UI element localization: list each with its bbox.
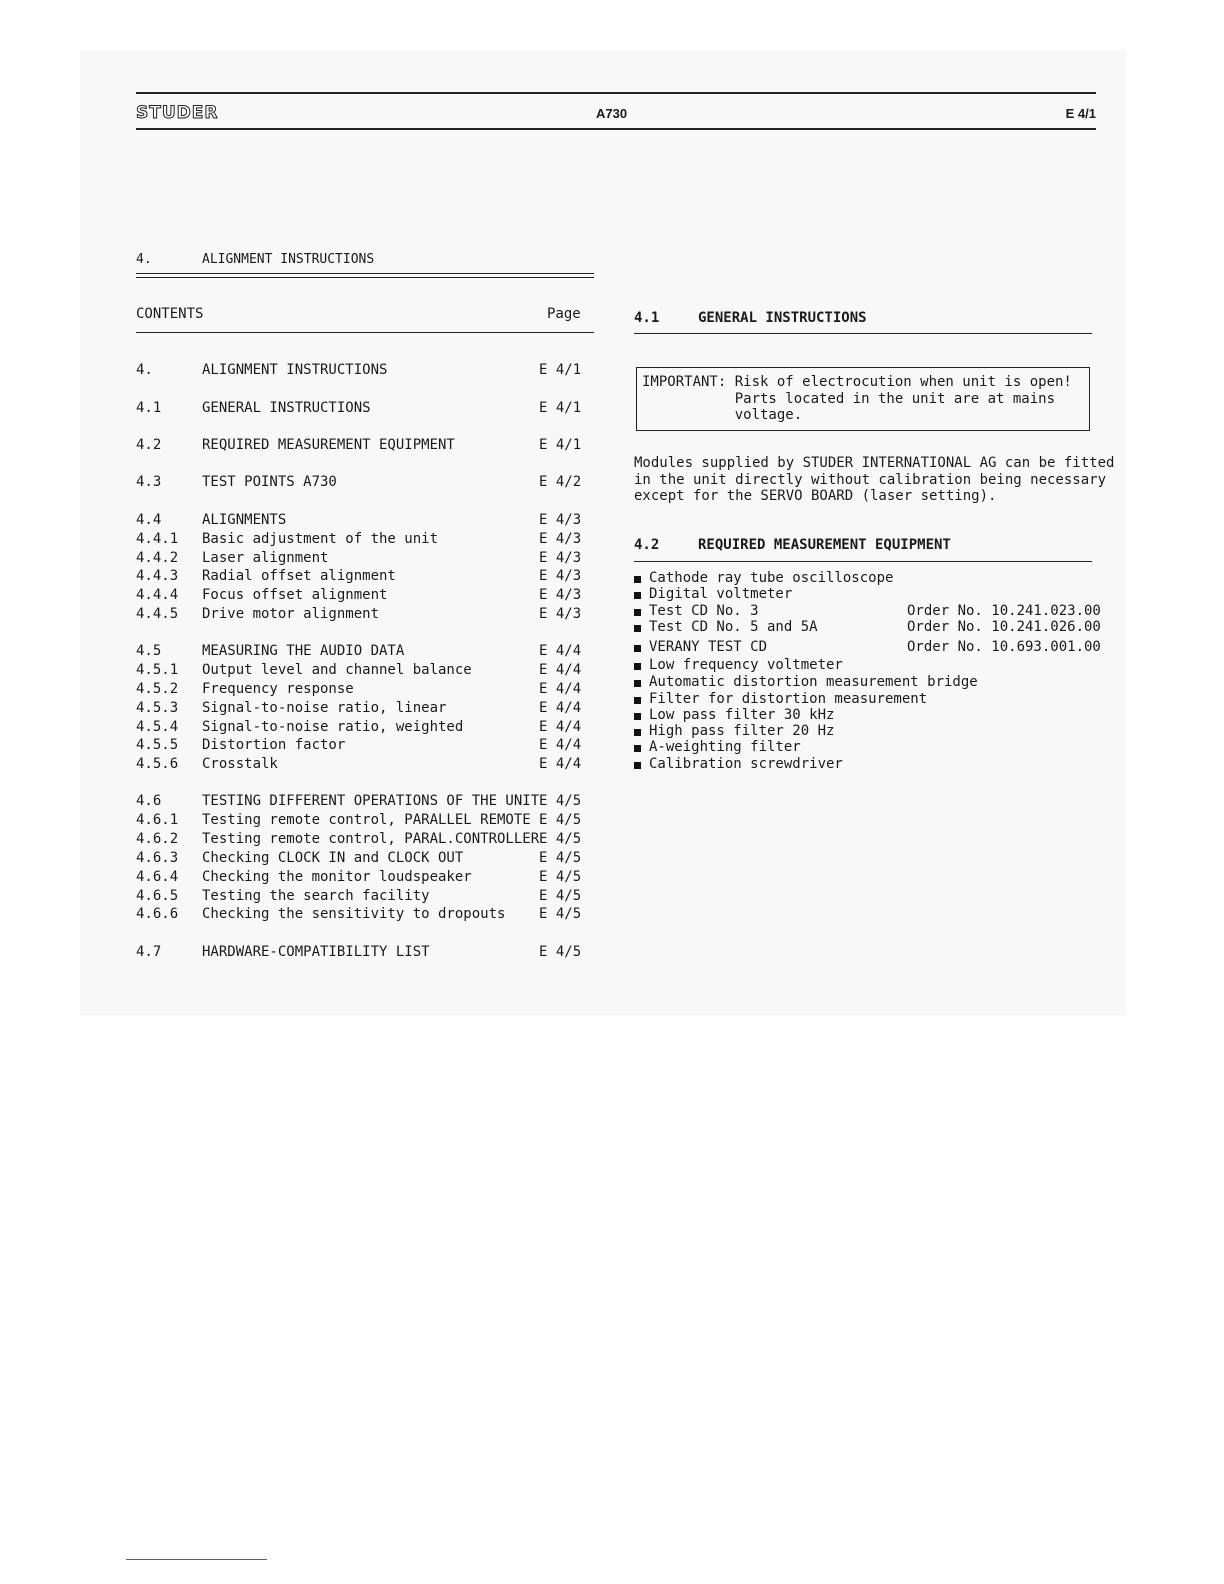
toc-row-page: E 4/5 [539,888,582,904]
toc-row-number: 4.5.3 [136,700,179,716]
toc-row-title: Radial offset alignment [202,568,396,584]
equipment-item [634,619,1101,640]
toc-row-page: E 4/3 [539,606,582,622]
toc-row-title: Focus offset alignment [202,587,388,603]
toc-row-page: E 4/3 [539,550,582,566]
toc-row-number: 4.7 [136,944,162,960]
toc-row-title: Laser alignment [202,550,329,566]
toc-row [136,531,596,550]
toc-row-title: Checking the sensitivity to dropouts [202,906,506,922]
toc-row-page: E 4/5 [539,906,582,922]
toc-row [136,737,596,756]
toc-row-title: REQUIRED MEASUREMENT EQUIPMENT [202,437,455,453]
square-bullet-icon [634,762,641,769]
toc-row [136,437,596,456]
toc-row-page: E 4/4 [539,756,582,772]
square-bullet-icon [634,713,641,720]
chapter-double-rule-2 [136,277,594,278]
toc-row-number: 4.5.2 [136,681,179,697]
toc-row [136,362,596,381]
chapter-title: ALIGNMENT INSTRUCTIONS [202,252,375,267]
section-4-2-number: 4.2 [634,537,660,553]
toc-row-number: 4.4.5 [136,606,179,622]
important-line-3: voltage. [642,407,803,423]
header-top-rule [136,92,1096,94]
toc-row-number: 4.6.5 [136,888,179,904]
toc-row [136,474,596,493]
toc-heading: CONTENTS [136,306,204,322]
equipment-label: Test CD No. 3 [649,603,759,619]
toc-row [136,643,596,662]
toc-row-page: E 4/4 [539,700,582,716]
toc-row-number: 4.4.2 [136,550,179,566]
toc-row-title: MEASURING THE AUDIO DATA [202,643,405,659]
toc-row [136,944,596,963]
toc-row-page: E 4/4 [539,737,582,753]
toc-row-number: 4.3 [136,474,162,490]
header-page-number: E 4/1 [1065,106,1096,121]
equipment-label: Automatic distortion measurement bridge [649,674,978,690]
square-bullet-icon [634,745,641,752]
toc-row-number: 4.6.4 [136,869,179,885]
toc-row [136,550,596,569]
toc-row-number: 4.5.5 [136,737,179,753]
toc-row-title: Checking CLOCK IN and CLOCK OUT [202,850,464,866]
toc-row-number: 4.4.4 [136,587,179,603]
section-4-1-rule [634,333,1092,334]
toc-row-title: Signal-to-noise ratio, weighted [202,719,464,735]
toc-row-page: E 4/1 [539,437,582,453]
general-paragraph-line-2: in the unit directly without calibration being necessary [634,472,1107,488]
toc-row-title: TESTING DIFFERENT OPERATIONS OF THE UNIT [202,793,540,809]
section-4-1-title: GENERAL INSTRUCTIONS [698,310,867,326]
toc-row-title: Basic adjustment of the unit [202,531,439,547]
toc-row [136,850,596,869]
toc-row-page: E 4/5 [539,850,582,866]
equipment-label: Filter for distortion measurement [649,691,928,707]
equipment-label: A-weighting filter [649,739,801,755]
toc-row-page: E 4/4 [539,719,582,735]
toc-row-page: E 4/5 [539,793,582,809]
toc-row-title: Output level and channel balance [202,662,472,678]
toc-row-page: E 4/5 [539,944,582,960]
equipment-label: Digital voltmeter [649,586,793,602]
toc-row-title: HARDWARE-COMPATIBILITY LIST [202,944,430,960]
toc-row-page: E 4/5 [539,869,582,885]
square-bullet-icon [634,625,641,632]
toc-row [136,906,596,925]
equipment-order-number: Order No. 10.241.023.00 [907,603,1101,619]
toc-row [136,662,596,681]
header-model: A730 [596,106,628,121]
toc-row [136,568,596,587]
toc-row-page: E 4/3 [539,531,582,547]
toc-row-title: GENERAL INSTRUCTIONS [202,400,371,416]
studer-logo: STUDER [136,103,219,123]
toc-row-title: Testing remote control, PARALLEL REMOTE [202,812,531,828]
toc-row-number: 4.6.1 [136,812,179,828]
general-paragraph-line-3: except for the SERVO BOARD (laser setting). [634,488,997,504]
toc-row [136,700,596,719]
general-paragraph-line-1: Modules supplied by STUDER INTERNATIONAL AG can be fitted [634,455,1115,471]
toc-row-title: ALIGNMENT INSTRUCTIONS [202,362,388,378]
toc-row-page: E 4/4 [539,662,582,678]
toc-row-number: 4. [136,362,153,378]
toc-row-page: E 4/5 [539,831,582,847]
toc-row-number: 4.5.6 [136,756,179,772]
toc-row-page: E 4/5 [539,812,582,828]
toc-row-page: E 4/4 [539,643,582,659]
equipment-label: Low pass filter 30 kHz [649,707,835,723]
toc-row-page: E 4/1 [539,400,582,416]
equipment-label: Test CD No. 5 and 5A [649,619,818,635]
square-bullet-icon [634,645,641,652]
chapter-double-rule-1 [136,273,594,274]
toc-row-number: 4.5.1 [136,662,179,678]
section-4-1-number: 4.1 [634,310,660,326]
toc-row [136,793,596,812]
toc-row-number: 4.5 [136,643,162,659]
toc-row-title: Frequency response [202,681,354,697]
equipment-label: High pass filter 20 Hz [649,723,835,739]
equipment-label: VERANY TEST CD [649,639,768,655]
toc-row-number: 4.6.3 [136,850,179,866]
toc-row-number: 4.6 [136,793,162,809]
toc-row-title: Drive motor alignment [202,606,380,622]
toc-row-title: TEST POINTS A730 [202,474,337,490]
square-bullet-icon [634,609,641,616]
toc-row-title: ALIGNMENTS [202,512,287,528]
equipment-item [634,756,1094,777]
toc-row-number: 4.4.1 [136,531,179,547]
toc-row [136,869,596,888]
toc-row-page: E 4/4 [539,681,582,697]
toc-row-number: 4.2 [136,437,162,453]
square-bullet-icon [634,680,641,687]
toc-row [136,681,596,700]
section-4-2-rule [634,561,1092,562]
toc-page-heading: Page [547,306,581,322]
chapter-number: 4. [136,252,152,267]
toc-row-title: Crosstalk [202,756,278,772]
square-bullet-icon [634,697,641,704]
toc-row-page: E 4/3 [539,587,582,603]
toc-row-number: 4.1 [136,400,162,416]
footer-line [126,1559,267,1560]
toc-row-page: E 4/3 [539,568,582,584]
toc-row [136,512,596,531]
important-line-1: IMPORTANT: Risk of electrocution when unit is open! [642,374,1072,390]
toc-row-number: 4.4.3 [136,568,179,584]
square-bullet-icon [634,729,641,736]
toc-row [136,719,596,738]
equipment-label: Calibration screwdriver [649,756,843,772]
toc-row-title: Distortion factor [202,737,346,753]
toc-row-page: E 4/2 [539,474,582,490]
toc-row-title: Testing the search facility [202,888,430,904]
toc-row [136,400,596,419]
square-bullet-icon [634,592,641,599]
square-bullet-icon [634,576,641,583]
toc-row [136,812,596,831]
toc-row-number: 4.5.4 [136,719,179,735]
toc-row [136,606,596,625]
equipment-order-number: Order No. 10.693.001.00 [907,639,1101,655]
toc-row-page: E 4/1 [539,362,582,378]
toc-row-title: Checking the monitor loudspeaker [202,869,472,885]
toc-row-number: 4.4 [136,512,162,528]
toc-row-number: 4.6.2 [136,831,179,847]
equipment-label: Cathode ray tube oscilloscope [649,570,894,586]
toc-header-rule [136,332,594,333]
section-4-2-title: REQUIRED MEASUREMENT EQUIPMENT [698,537,951,553]
toc-row [136,888,596,907]
toc-row-page: E 4/3 [539,512,582,528]
important-line-2: Parts located in the unit are at mains [642,391,1056,407]
equipment-order-number: Order No. 10.241.026.00 [907,619,1101,635]
toc-row-title: Signal-to-noise ratio, linear [202,700,447,716]
toc-row-title: Testing remote control, PARAL.CONTROLLER [202,831,540,847]
square-bullet-icon [634,663,641,670]
equipment-label: Low frequency voltmeter [649,657,843,673]
toc-row [136,756,596,775]
toc-row [136,587,596,606]
toc-row [136,831,596,850]
toc-row-number: 4.6.6 [136,906,179,922]
header-bottom-rule [136,128,1096,130]
